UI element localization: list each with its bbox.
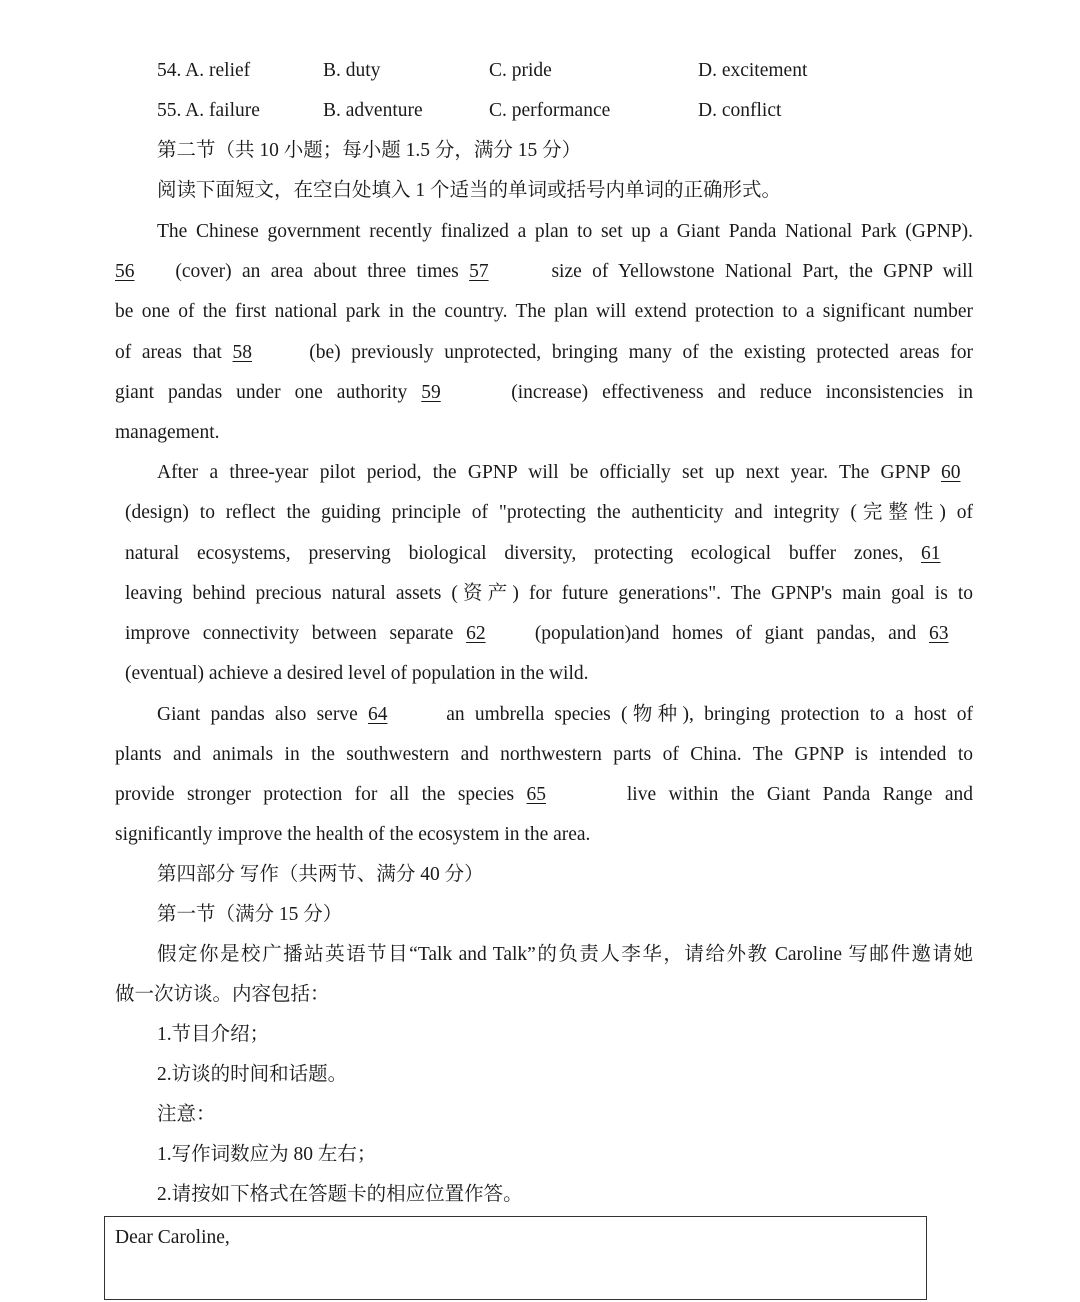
part4-section1-title: 第一节（满分 15 分） (157, 904, 343, 925)
passage-line (115, 380, 973, 406)
passage-line (115, 259, 973, 285)
passage-text: live within the Giant Panda Range and (626, 784, 973, 805)
part4-title: 第四部分 写作（共两节、满分 40 分） (157, 864, 484, 885)
passage-line: significantly improve the health of the ecosystem in the area. (115, 824, 591, 845)
passage-line: be one of the first national park in the country. The plan will extend protection to a significant number (115, 301, 973, 322)
passage-text: size of Yellowstone National Part, the GPNP will (551, 261, 974, 282)
q54-option-c: C. pride (489, 60, 552, 81)
passage-text: giant pandas under one authority (115, 382, 408, 403)
passage-text: improve connectivity between separate (125, 623, 454, 644)
q55-option-b: B. adventure (323, 100, 423, 121)
passage-line: (design) to reflect the guiding principle of "protecting the authenticity and integrity (完整性) of (125, 502, 973, 523)
writing-prompt: 做一次访谈。内容包括： (115, 984, 330, 1005)
passage-line (125, 621, 973, 647)
note-item: 1.写作词数应为 80 左右； (157, 1144, 377, 1165)
blank-60: 60 (941, 462, 961, 483)
passage-line (157, 460, 973, 486)
content-item: 1.节目介绍； (157, 1024, 270, 1045)
passage-line: The Chinese government recently finalized a plan to set up a Giant Panda National Park (GPNP). (157, 221, 973, 242)
passage-line: plants and animals in the southwestern and northwestern parts of China. The GPNP is intended to (115, 744, 973, 765)
blank-56: 56 (115, 261, 135, 282)
passage-text: (increase) effectiveness and reduce inconsistencies in (511, 382, 974, 403)
note-item: 2.请按如下格式在答题卡的相应位置作答。 (157, 1184, 523, 1205)
blank-57: 57 (469, 261, 489, 282)
blank-62: 62 (466, 623, 486, 644)
passage-line: management. (115, 422, 220, 443)
q55-option-a: 55. A. failure (157, 100, 260, 121)
blank-64: 64 (367, 704, 388, 725)
q55-option-d: D. conflict (698, 100, 782, 121)
content-item: 2.访谈的时间和话题。 (157, 1064, 348, 1085)
passage-text: of areas that (115, 342, 222, 363)
passage-line: (eventual) achieve a desired level of population in the wild. (125, 663, 589, 684)
blank-65: 65 (526, 784, 547, 805)
q54-option-d: D. excitement (698, 60, 808, 81)
writing-prompt: 假定你是校广播站英语节目“Talk and Talk”的负责人李华，请给外教 Caroline 写邮件邀请她 (157, 944, 973, 965)
passage-text: natural ecosystems, preserving biological diversity, protecting ecological buffer zones, (125, 543, 904, 564)
passage-text: provide stronger protection for all the species (115, 784, 515, 805)
passage-text: (population)and homes of giant pandas, and (534, 623, 917, 644)
passage-line: leaving behind precious natural assets (资产) for future generations". The GPNP's main goal is to (125, 583, 973, 604)
passage-text: Giant pandas also serve (157, 704, 358, 725)
q55-option-c: C. performance (489, 100, 611, 121)
q54-option-b: B. duty (323, 60, 381, 81)
greeting: Dear Caroline, (115, 1227, 230, 1248)
section2-instruction: 阅读下面短文，在空白处填入 1 个适当的单词或括号内单词的正确形式。 (157, 180, 782, 201)
passage-text: (cover) an area about three times (175, 261, 459, 282)
blank-58: 58 (232, 342, 253, 363)
q54-option-a: 54. A. relief (157, 60, 251, 81)
note-label: 注意： (157, 1104, 216, 1125)
passage-text: an umbrella species (物种), bringing protection to a host of (446, 704, 974, 725)
passage-line (157, 702, 973, 728)
passage-text: (be) previously unprotected, bringing many of the existing protected areas for (309, 342, 973, 363)
blank-61: 61 (921, 543, 941, 564)
blank-63: 63 (929, 623, 949, 644)
passage-line (115, 782, 973, 808)
blank-59: 59 (421, 382, 441, 403)
passage-line (115, 340, 973, 366)
section2-title: 第二节（共 10 小题；每小题 1.5 分，满分 15 分） (157, 140, 582, 161)
answer-box (104, 1216, 927, 1300)
passage-text: After a three-year pilot period, the GPNP will be officially set up next year. The GPNP (157, 462, 930, 483)
passage-line (125, 541, 973, 567)
